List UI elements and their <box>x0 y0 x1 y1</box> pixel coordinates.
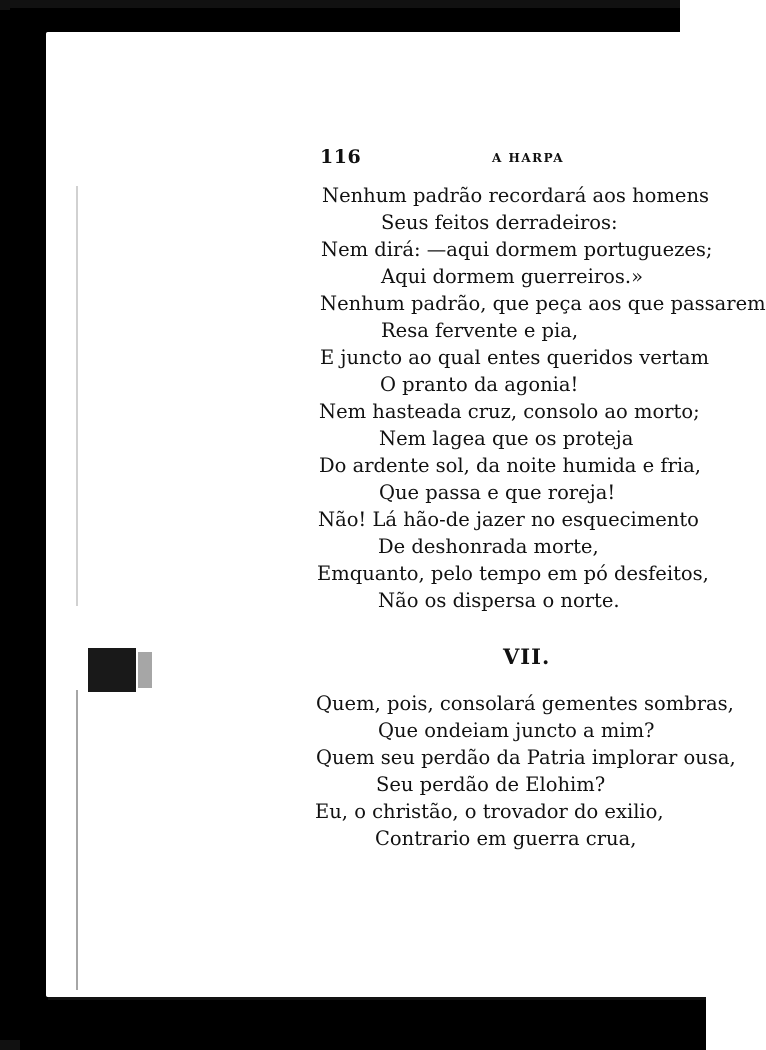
scan-border-top <box>10 8 706 34</box>
verse-line: Não! Lá hão-de jazer no esquecimento <box>318 508 699 531</box>
verse-line: Não os dispersa o norte. <box>378 589 620 612</box>
ink-blot <box>88 648 136 692</box>
margin-mark <box>76 690 78 990</box>
verse-line: Seu perdão de Elohim? <box>376 773 606 796</box>
verse-line: Nenhum padrão recordará aos homens <box>322 184 710 207</box>
verse-line: E juncto ao qual entes queridos vertam <box>320 346 710 369</box>
verse-line: Contrario em guerra crua, <box>375 827 637 850</box>
verse-line: Quem seu perdão da Patria implorar ousa, <box>316 746 736 769</box>
verse-line: Seus feitos derradeiros: <box>381 211 618 234</box>
margin-mark-faint <box>76 186 78 606</box>
verse-line: Quem, pois, consolará gementes sombras, <box>316 692 734 715</box>
running-title: A HARPA <box>492 151 565 165</box>
verse-line: Emquanto, pelo tempo em pó desfeitos, <box>317 562 709 585</box>
verse-line: Nem hasteada cruz, consolo ao morto; <box>319 400 700 423</box>
verse-line: O pranto da agonia! <box>380 373 579 396</box>
scan-border-left <box>0 10 48 1040</box>
verse-line: Que ondeiam juncto a mim? <box>378 719 655 742</box>
verse-line: Eu, o christão, o trovador do exilio, <box>315 800 664 823</box>
scan-border-bottom <box>20 1000 706 1050</box>
verse-line: Do ardente sol, da noite humida e fria, <box>319 454 701 477</box>
verse-line: Nem dirá: —aqui dormem portuguezes; <box>321 238 713 261</box>
verse-line: Nem lagea que os proteja <box>379 427 634 450</box>
verse-line: Aqui dormem guerreiros.» <box>381 265 644 288</box>
page-tear <box>50 350 64 360</box>
verse-line: Que passa e que roreja! <box>379 481 616 504</box>
verse-line: De deshonrada morte, <box>378 535 599 558</box>
page-header <box>320 146 700 170</box>
section-heading: VII. <box>503 644 551 669</box>
page-number: 116 <box>320 146 362 168</box>
ink-blot-faint <box>138 652 152 688</box>
verse-line: Resa fervente e pia, <box>381 319 579 342</box>
verse-line: Nenhum padrão, que peça aos que passarem <box>320 292 766 315</box>
